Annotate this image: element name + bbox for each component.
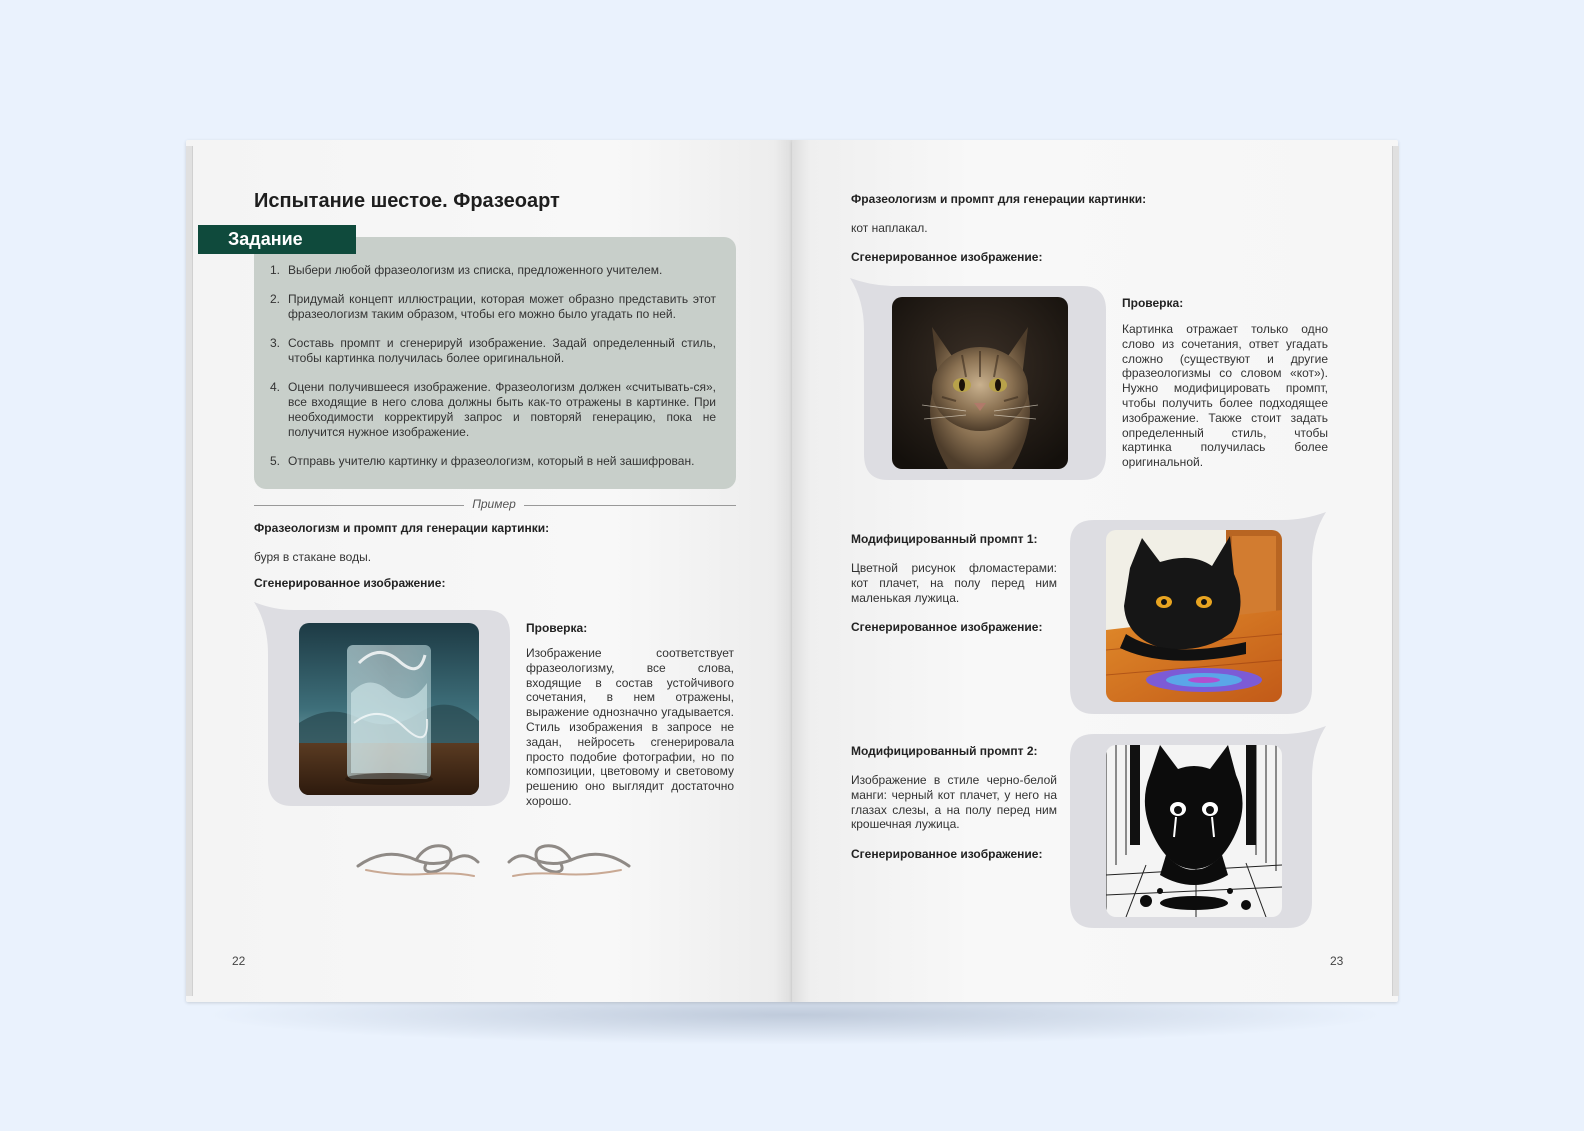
task-label-text: Задание [228, 229, 303, 249]
task-text: Выбери любой фразеологизм из списка, предложенного учителем. [288, 263, 663, 277]
page-number: 22 [232, 954, 246, 968]
task-item [270, 454, 716, 469]
divider-line [254, 505, 464, 506]
task-item [270, 380, 716, 440]
task-label [198, 225, 356, 254]
generated-heading: Сгенерированное изображение: [851, 250, 1043, 264]
check-text: Картинка отражает только одно слово из сочетания, ответ угадать сложно (существуют и другие фразеологизмы со словом «кот»). Нужно модифицировать промпт, чтобы получить более подходящее изображение. Также стоит задать определенный стиль, чтобы картинка получилась более оригинальной. [1122, 322, 1328, 470]
left-page [186, 140, 792, 1002]
example-label: Пример [472, 497, 516, 511]
generated-heading: Сгенерированное изображение: [254, 576, 446, 590]
task-text: Составь промпт и сгенерируй изображение. Задай определенный стиль, чтобы картинка получилась более оригинальной. [288, 336, 716, 365]
mod2-heading: Модифицированный промпт 2: [851, 744, 1038, 758]
task-number: 2. [270, 292, 281, 306]
prompt-heading: Фразеологизм и промпт для генерации картинки: [851, 192, 1147, 206]
mod2-generated-heading: Сгенерированное изображение: [851, 847, 1043, 861]
prompt-heading: Фразеологизм и промпт для генерации картинки: [254, 521, 550, 535]
right-page [792, 140, 1398, 1002]
check-heading: Проверка: [1122, 296, 1184, 310]
tabby-cat-image [892, 297, 1068, 469]
check-text: Изображение соответствует фразеологизму, все слова, входящие в состав устойчивого сочетания, в нем отражены, выражение однозначно угадывается. Стиль изображения в запросе не задан, нейросеть сгенерировала просто подобие фотографии, но по композиции, цветовому и световому решению оно выглядит достаточно хорошо. [526, 646, 734, 808]
prompt-text: буря в стакане воды. [254, 550, 372, 564]
page-number: 23 [1330, 954, 1344, 968]
task-number: 3. [270, 336, 281, 350]
task-text: Отправь учителю картинку и фразеологизм, который в ней зашифрован. [288, 454, 695, 468]
mod1-generated-heading: Сгенерированное изображение: [851, 620, 1043, 634]
task-list [270, 263, 716, 483]
task-number: 5. [270, 454, 281, 468]
task-item [270, 263, 716, 278]
page-title: Испытание шестое. Фразеоарт [254, 190, 560, 212]
crying-cat-marker-image [1106, 530, 1282, 702]
mod1-text: Цветной рисунок фломастерами: кот плачет, на полу перед ним маленькая лужица. [851, 561, 1057, 605]
divider-line [524, 505, 736, 506]
mod2-text: Изображение в стиле черно-белой манги: черный кот плачет, у него на глазах слезы, а на полу перед ним крошечная лужица. [851, 773, 1057, 832]
crying-cat-manga-image [1106, 745, 1282, 917]
task-item [270, 292, 716, 322]
storm-glass-image [299, 623, 479, 795]
mod1-heading: Модифицированный промпт 1: [851, 532, 1038, 546]
prompt-text: кот наплакал. [851, 221, 928, 235]
check-heading: Проверка: [526, 621, 588, 635]
task-item [270, 336, 716, 366]
ornament-icon [356, 836, 631, 884]
task-number: 1. [270, 263, 281, 277]
page-edge [186, 146, 193, 996]
page-edge [1392, 146, 1399, 996]
task-number: 4. [270, 380, 281, 394]
task-text: Придумай концепт иллюстрации, которая может образно представить этот фразеологизм таким образом, чтобы его можно было угадать по ней. [288, 292, 716, 321]
task-text: Оцени получившееся изображение. Фразеологизм должен «считывать-ся», все входящие в него слова должны быть как-то отражены в картинке. При необходимости корректируй запрос и повторяй генерацию, пока не получится нужное изображение. [288, 380, 716, 439]
